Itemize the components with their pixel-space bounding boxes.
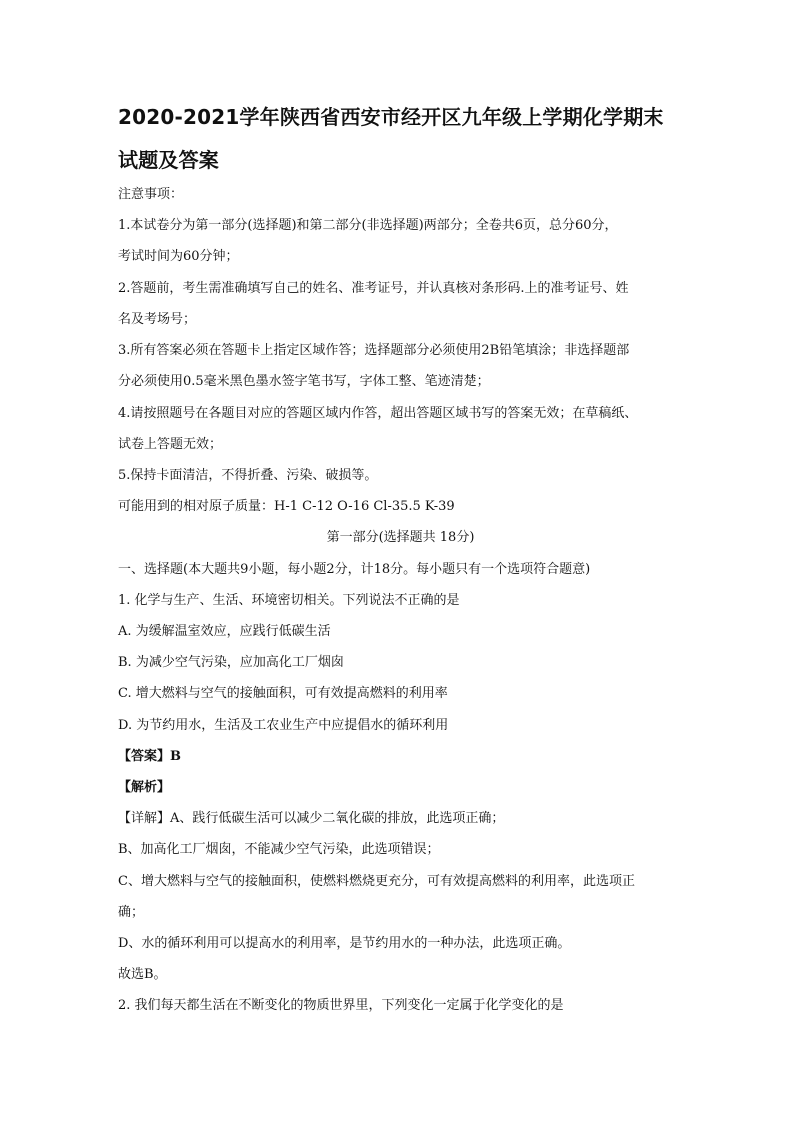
question-1-option-d: D. 为节约用水，生活及工农业生产中应提倡水的循环利用 xyxy=(118,718,449,733)
question-1-stem: 1. 化学与生产、生活、环境密切相关。下列说法不正确的是 xyxy=(118,593,460,608)
atomic-masses: 可能用到的相对原子质量：H-1 C-12 O-16 Cl-35.5 K-39 xyxy=(118,499,455,514)
question-1-analysis-line-2: B、加高化工厂烟囱，不能减少空气污染，此选项错误； xyxy=(118,842,440,857)
question-1-analysis-line-6: 故选B。 xyxy=(118,967,167,982)
section-heading: 一、选择题(本大题共9小题，每小题2分，计18分。每小题只有一个选项符合题意) xyxy=(118,562,591,577)
document-title-line-1: 2020-2021学年陕西省西安市经开区九年级上学期化学期末 xyxy=(118,105,664,129)
notice-item-4a: 4.请按照题号在各题目对应的答题区域内作答，超出答题区域书写的答案无效；在草稿纸、 xyxy=(118,406,638,421)
document-title-line-2: 试题及答案 xyxy=(118,148,219,172)
notice-item-3a: 3.所有答案必须在答题卡上指定区域作答；选择题部分必须使用2B铅笔填涂；非选择题部 xyxy=(118,343,630,358)
question-1-analysis-line-4: 确； xyxy=(118,905,145,920)
notice-item-5: 5.保持卡面清洁，不得折叠、污染、破损等。 xyxy=(118,468,378,483)
notice-item-2a: 2.答题前，考生需准确填写自己的姓名、准考证号，并认真核对条形码.上的准考证号、姓 xyxy=(118,281,629,296)
notice-item-4b: 试卷上答题无效； xyxy=(118,437,223,452)
question-2-stem: 2. 我们每天都生活在不断变化的物质世界里，下列变化一定属于化学变化的是 xyxy=(118,998,564,1013)
question-1-answer: 【答案】B xyxy=(118,749,181,764)
notice-heading: 注意事项： xyxy=(118,187,184,202)
notice-item-2b: 名及考场号； xyxy=(118,312,197,327)
question-1-analysis-heading: 【解析】 xyxy=(118,780,171,795)
question-1-option-c: C. 增大燃料与空气的接触面积，可有效提高燃料的利用率 xyxy=(118,686,448,701)
question-1-analysis-line-3: C、增大燃料与空气的接触面积，使燃料燃烧更充分，可有效提高燃料的利用率，此选项正 xyxy=(118,874,635,889)
notice-item-1b: 考试时间为60分钟； xyxy=(118,249,239,264)
question-1-option-b: B. 为减少空气污染，应加高化工厂烟囱 xyxy=(118,655,344,670)
question-1-analysis-line-5: D、水的循环利用可以提高水的利用率，是节约用水的一种办法，此选项正确。 xyxy=(118,936,571,951)
notice-item-1a: 1.本试卷分为第一部分(选择题)和第二部分(非选择题)两部分；全卷共6页，总分60分， xyxy=(118,218,618,233)
notice-item-3b: 分必须使用0.5毫米黑色墨水签字笔书写，字体工整、笔迹清楚； xyxy=(118,374,490,389)
question-1-option-a: A. 为缓解温室效应，应践行低碳生活 xyxy=(118,624,331,639)
part1-heading: 第一部分(选择题共 18分) xyxy=(326,530,475,545)
question-1-analysis-line-1: 【详解】A、践行低碳生活可以减少二氧化碳的排放，此选项正确； xyxy=(118,811,505,826)
